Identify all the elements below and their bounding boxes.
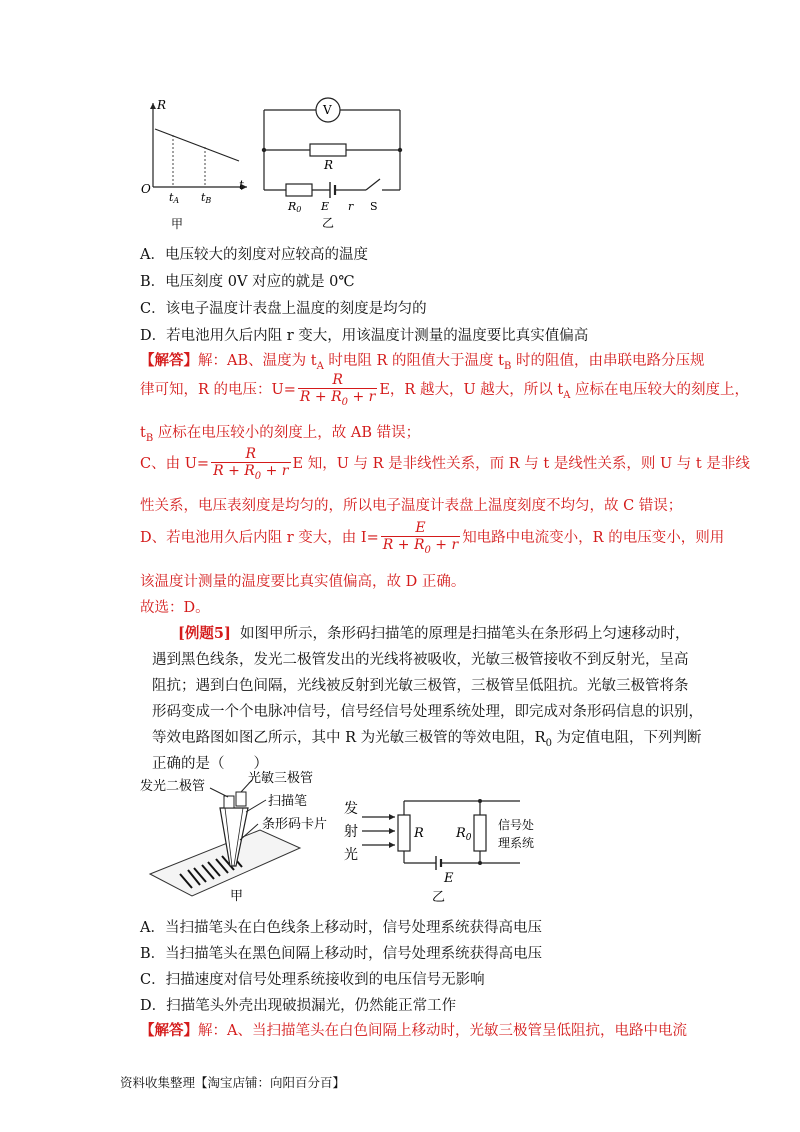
answer4-sub: B bbox=[503, 360, 512, 372]
light-label-3: 光 bbox=[344, 847, 358, 863]
circuit-r0-label: R bbox=[288, 200, 297, 213]
example5-line2: 遇到黑色线条，发光二极管发出的光线将被吸收，光敏三极管接收不到反射光，呈高 bbox=[152, 652, 689, 668]
graph-tb-sub: B bbox=[205, 196, 212, 205]
fraction-den-text: + r bbox=[348, 389, 376, 405]
phototransistor-label: 光敏三极管 bbox=[248, 771, 314, 786]
light-label-1: 发 bbox=[344, 801, 358, 817]
answer4-text: C、由 U= bbox=[140, 455, 210, 472]
answer4-choice: 故选：D。 bbox=[140, 600, 210, 616]
q4-option-a: A．电压较大的刻度对应较高的温度 bbox=[140, 247, 368, 263]
svg-text:tB bbox=[201, 191, 211, 205]
svg-text:R0 bbox=[455, 826, 472, 843]
example5-text: 如图甲所示，条形码扫描笔的原理是扫描笔头在条形码上匀速移动时， bbox=[240, 626, 690, 642]
scanner-r0-label: R bbox=[456, 826, 466, 841]
system-label-2: 理系统 bbox=[498, 836, 535, 850]
figure2b-caption: 乙 bbox=[432, 890, 446, 905]
graph-ta-sub: A bbox=[173, 196, 180, 205]
q4-option-d: D．若电池用久后内阻 r 变大，用该温度计测量的温度要比真实值偏高 bbox=[140, 328, 589, 344]
answer4-text: 应标在电压较小的刻度上，故 AB 错误； bbox=[153, 425, 421, 441]
scanner-equivalent-circuit bbox=[340, 795, 540, 910]
resistance-temperature-graph bbox=[135, 95, 255, 235]
fraction-den-sub: 0 bbox=[424, 544, 431, 556]
card-label: 条形码卡片 bbox=[262, 817, 328, 832]
answer4-sub: B bbox=[145, 432, 154, 444]
answer4-line7: 该温度计测量的温度要比真实值偏高，故 D 正确。 bbox=[140, 574, 466, 590]
fraction-den-sub: 0 bbox=[341, 396, 348, 408]
led-label: 发光二极管 bbox=[140, 779, 206, 794]
answer4-text: 律可知，R 的电压：U= bbox=[140, 381, 296, 398]
example5-line4: 形码变成一个个电脉冲信号，信号经信号处理系统处理，即完成对条形码信息的识别， bbox=[152, 704, 703, 720]
q4-option-b: B．电压刻度 0V 对应的就是 0℃ bbox=[140, 274, 355, 290]
fraction-den-text: + r bbox=[430, 537, 459, 553]
answer4-text: t bbox=[140, 425, 146, 441]
fraction-den-text: R + R bbox=[299, 389, 342, 405]
answer4-text: D、若电池用久后内阻 r 变大，由 I= bbox=[140, 529, 379, 546]
fraction-i bbox=[381, 520, 460, 556]
fraction-numerator: R bbox=[245, 446, 257, 462]
example5-line3: 阻抗；遇到白色间隔，光线被反射到光敏三极管，三极管呈低阻抗。光敏三极管将条 bbox=[152, 678, 689, 694]
fraction-u bbox=[211, 446, 290, 482]
answer4-sub: A bbox=[563, 389, 571, 401]
example5-text: 等效电路图如图乙所示，其中 R 为光敏三极管的等效电阻，R bbox=[152, 730, 546, 746]
circuit-e-label: E bbox=[321, 200, 330, 213]
q5-option-c: C．扫描速度对信号处理系统接收到的电压信号无影响 bbox=[140, 972, 485, 988]
thermometer-circuit-diagram bbox=[258, 93, 408, 235]
scanner-r0-sub: 0 bbox=[465, 833, 472, 843]
example5-sub: 0 bbox=[545, 737, 552, 749]
q5-option-a: A．当扫描笔头在白色线条上移动时，信号处理系统获得高电压 bbox=[140, 920, 542, 936]
q4-option-c: C．该电子温度计表盘上温度的刻度是均匀的 bbox=[140, 301, 427, 317]
fraction-denominator bbox=[298, 388, 377, 408]
svg-text:tA bbox=[169, 191, 179, 205]
example5-line5 bbox=[152, 726, 702, 749]
answer4-line3 bbox=[140, 421, 420, 444]
answer4-sub: A bbox=[316, 360, 324, 372]
answer5-text: 解：A、当扫描笔头在白色间隔上移动时，光敏三极管呈低阻抗，电路中电流 bbox=[198, 1023, 687, 1039]
answer4-line1 bbox=[140, 349, 704, 372]
circuit-r-label: R bbox=[324, 158, 334, 172]
fraction-den-text: R + R bbox=[382, 537, 425, 553]
q5-option-d: D．扫描笔头外壳出现破损漏光，仍然能正常工作 bbox=[140, 998, 457, 1014]
graph-origin: O bbox=[141, 182, 151, 196]
fraction-denominator bbox=[381, 536, 460, 556]
answer4-text: 知电路中电流变小，R 的电压变小，则用 bbox=[462, 529, 725, 546]
graph-y-label: R bbox=[157, 98, 167, 112]
answer4-tag: 【解答】 bbox=[140, 352, 198, 369]
fraction-den-text: + r bbox=[261, 463, 289, 479]
graph-x-label: t bbox=[239, 178, 244, 192]
answer4-line4 bbox=[140, 446, 750, 482]
graph-ta-label: t bbox=[169, 191, 174, 204]
scanner-r-label: R bbox=[414, 826, 424, 841]
answer4-text: E，R 越大，U 越大，所以 t bbox=[379, 381, 564, 398]
pen-label: 扫描笔 bbox=[268, 794, 308, 809]
page-footer: 资料收集整理【淘宝店铺：向阳百分百】 bbox=[120, 1075, 346, 1090]
graph-tb-label: t bbox=[201, 191, 206, 204]
fraction-denominator bbox=[211, 462, 290, 482]
answer4-text: 时的阻值，由串联电路分压规 bbox=[511, 353, 705, 369]
fraction-numerator: R bbox=[332, 372, 343, 388]
system-label-1: 信号处 bbox=[498, 818, 535, 832]
q5-option-b: B．当扫描笔头在黑色间隔上移动时，信号处理系统获得高电压 bbox=[140, 946, 543, 962]
fraction-numerator: E bbox=[415, 520, 426, 536]
figure2a-caption: 甲 bbox=[230, 889, 244, 904]
answer4-text: 应标在电压较大的刻度上， bbox=[570, 381, 750, 398]
answer4-line6 bbox=[140, 520, 724, 556]
answer5-tag: 【解答】 bbox=[140, 1022, 198, 1039]
example5-line1 bbox=[178, 622, 690, 643]
barcode-scanner-figure bbox=[140, 770, 350, 905]
answer4-line5: 性关系，电压表刻度是均匀的，所以电子温度计表盘上温度刻度不均匀，故 C 错误； bbox=[140, 498, 683, 514]
example5-text: 为定值电阻，下列判断 bbox=[551, 730, 702, 746]
example5-tag: [例题5] bbox=[178, 625, 231, 642]
circuit-r0-sub: 0 bbox=[296, 205, 302, 214]
fraction-den-sub: 0 bbox=[254, 470, 262, 482]
light-label-2: 射 bbox=[344, 824, 358, 840]
fraction-den-text: R + R bbox=[213, 463, 255, 479]
answer4-text: 解：AB、温度为 t bbox=[198, 353, 317, 369]
scanner-e-label: E bbox=[444, 871, 454, 886]
circuit-caption: 乙 bbox=[322, 216, 335, 230]
svg-text:R0 bbox=[287, 200, 301, 214]
fraction-u bbox=[298, 372, 377, 408]
example5-line6: 正确的是（ ） bbox=[152, 756, 268, 772]
circuit-switch-label: S bbox=[370, 200, 378, 213]
circuit-r-internal-label: r bbox=[348, 200, 354, 213]
answer4-text: E 知，U 与 R 是非线性关系，而 R 与 t 是线性关系，则 U 与 t 是非线 bbox=[292, 455, 750, 472]
answer5-line1 bbox=[140, 1019, 687, 1040]
answer4-line2 bbox=[140, 372, 749, 408]
graph-caption: 甲 bbox=[171, 217, 184, 231]
voltmeter-label: V bbox=[323, 103, 332, 117]
answer4-text: 时电阻 R 的阻值大于温度 t bbox=[323, 353, 504, 369]
